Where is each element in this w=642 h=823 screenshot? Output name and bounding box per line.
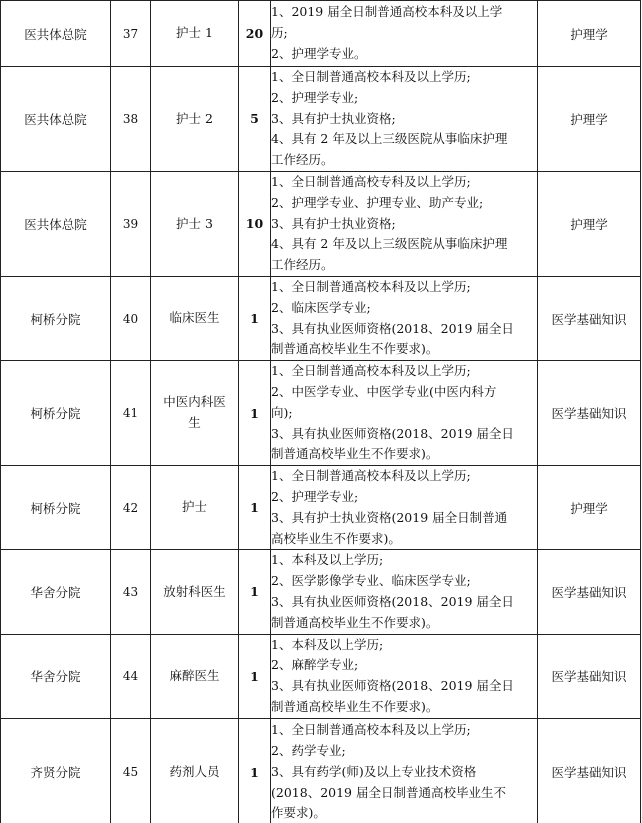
requirements-cell <box>271 634 538 718</box>
exam-subject-cell: 护理学 <box>538 1 641 67</box>
table-row <box>1 171 641 276</box>
requirement-line: 1、本科及以上学历; <box>271 636 384 652</box>
position-code-cell: 37 <box>111 1 151 67</box>
unit-cell: 医共体总院 <box>1 171 111 276</box>
position-name-cell <box>151 171 239 276</box>
unit-cell: 柯桥分院 <box>1 361 111 466</box>
requirement-line: 向); <box>271 404 293 420</box>
requirement-line: 3、具有执业医师资格(2018、2019 届全日 <box>271 425 514 441</box>
requirement-line: 3、具有执业医师资格(2018、2019 届全日 <box>271 593 514 609</box>
requirement-line: 工作经历。 <box>271 257 334 273</box>
exam-subject-cell: 护理学 <box>538 171 641 276</box>
headcount-cell: 1 <box>239 718 271 823</box>
requirement-line: 2、中医学专业、中医学专业(中医内科方 <box>271 383 497 399</box>
unit-cell: 医共体总院 <box>1 67 111 172</box>
position-name-cell <box>151 361 239 466</box>
position-code-cell: 40 <box>111 276 151 360</box>
position-name-line: 临床医生 <box>169 310 220 326</box>
requirement-line: 工作经历。 <box>271 152 334 168</box>
position-code-cell: 41 <box>111 361 151 466</box>
requirement-line: 1、全日制普通高校本科及以上学历; <box>271 363 471 379</box>
exam-subject-cell: 医学基础知识 <box>538 634 641 718</box>
requirement-line: 2、药学专业; <box>271 743 346 758</box>
exam-subject-cell: 护理学 <box>538 466 641 550</box>
headcount-cell: 10 <box>239 171 271 276</box>
requirement-line: 3、具有药学(师)及以上专业技术资格 <box>271 763 477 779</box>
requirement-line: 2、护理学专业; <box>271 89 359 105</box>
table-row <box>1 466 641 550</box>
position-name-line: 中医内科医 <box>163 394 226 410</box>
requirements-cell <box>271 718 538 823</box>
requirement-line: 1、全日制普通高校专科及以上学历; <box>271 173 471 189</box>
exam-subject-cell: 护理学 <box>538 67 641 172</box>
position-code-cell: 38 <box>111 67 151 172</box>
headcount-cell: 1 <box>239 634 271 718</box>
requirement-line: 制普通高校毕业生不作要求)。 <box>271 446 439 462</box>
requirements-cell <box>271 550 538 634</box>
headcount-cell: 5 <box>239 67 271 172</box>
table-row <box>1 718 641 823</box>
headcount-cell: 20 <box>239 1 271 67</box>
position-code-cell: 39 <box>111 171 151 276</box>
requirement-line: 3、具有护士执业资格; <box>271 215 396 231</box>
table-row <box>1 361 641 466</box>
requirement-line: 制普通高校毕业生不作要求)。 <box>271 614 439 630</box>
requirements-cell <box>271 276 538 360</box>
table-row <box>1 550 641 634</box>
requirement-line: (2018、2019 届全日制普通高校毕业生不 <box>271 784 506 800</box>
position-code-cell: 42 <box>111 466 151 550</box>
position-name-line: 生 <box>188 415 201 431</box>
requirement-line: 1、全日制普通高校本科及以上学历; <box>271 722 471 738</box>
requirement-line: 历; <box>271 25 288 41</box>
position-name-line: 护士 1 <box>176 25 213 41</box>
unit-cell: 华舍分院 <box>1 634 111 718</box>
exam-subject-cell: 医学基础知识 <box>538 718 641 823</box>
requirements-cell <box>271 1 538 67</box>
headcount-cell: 1 <box>239 276 271 360</box>
headcount-cell: 1 <box>239 466 271 550</box>
exam-subject-cell: 医学基础知识 <box>538 550 641 634</box>
table-row <box>1 276 641 360</box>
requirements-cell <box>271 361 538 466</box>
position-name-cell <box>151 550 239 634</box>
exam-subject-cell: 医学基础知识 <box>538 361 641 466</box>
requirement-line: 4、具有 2 年及以上三级医院从事临床护理 <box>271 236 508 252</box>
requirement-line: 高校毕业生不作要求)。 <box>271 530 401 546</box>
unit-cell: 医共体总院 <box>1 1 111 67</box>
unit-cell: 柯桥分院 <box>1 466 111 550</box>
requirement-line: 2、护理学专业、护理专业、助产专业; <box>271 194 484 210</box>
requirement-line: 1、本科及以上学历; <box>271 552 384 568</box>
position-name-cell <box>151 1 239 67</box>
requirement-line: 2、麻醉学专业; <box>271 657 359 673</box>
requirement-line: 作要求)。 <box>271 805 326 821</box>
position-name-line: 放射科医生 <box>163 583 226 599</box>
requirement-line: 1、全日制普通高校本科及以上学历; <box>271 278 471 294</box>
requirement-line: 2、护理学专业; <box>271 488 359 504</box>
position-code-cell: 44 <box>111 634 151 718</box>
headcount-cell: 1 <box>239 550 271 634</box>
headcount-cell: 1 <box>239 361 271 466</box>
unit-cell: 柯桥分院 <box>1 276 111 360</box>
requirement-line: 3、具有护士执业资格; <box>271 110 396 126</box>
position-code-cell: 43 <box>111 550 151 634</box>
requirement-line: 1、全日制普通高校本科及以上学历; <box>271 468 471 484</box>
position-name-cell <box>151 276 239 360</box>
position-name-line: 药剂人员 <box>169 763 220 779</box>
exam-subject-cell: 医学基础知识 <box>538 276 641 360</box>
requirement-line: 制普通高校毕业生不作要求)。 <box>271 341 439 357</box>
requirement-line: 3、具有护士执业资格(2019 届全日制普通 <box>271 509 508 525</box>
requirements-cell <box>271 171 538 276</box>
position-name-cell <box>151 466 239 550</box>
requirement-line: 2、临床医学专业; <box>271 299 371 315</box>
unit-cell: 齐贤分院 <box>1 718 111 823</box>
table-body <box>1 1 641 823</box>
requirement-line: 制普通高校毕业生不作要求)。 <box>271 698 439 714</box>
position-name-line: 麻醉医生 <box>169 667 220 683</box>
requirements-cell <box>271 466 538 550</box>
requirements-cell <box>271 67 538 172</box>
requirement-line: 1、2019 届全日制普通高校本科及以上学 <box>271 4 503 20</box>
requirement-line: 4、具有 2 年及以上三级医院从事临床护理 <box>271 131 508 147</box>
position-code-cell: 45 <box>111 718 151 823</box>
table-row <box>1 67 641 172</box>
unit-cell: 华舍分院 <box>1 550 111 634</box>
requirement-line: 3、具有执业医师资格(2018、2019 届全日 <box>271 678 514 694</box>
table-row <box>1 634 641 718</box>
table-row <box>1 1 641 67</box>
position-name-cell <box>151 67 239 172</box>
position-name-line: 护士 2 <box>176 110 213 126</box>
requirement-line: 2、医学影像学专业、临床医学专业; <box>271 573 471 589</box>
requirement-line: 2、护理学专业。 <box>271 45 367 61</box>
position-name-cell <box>151 718 239 823</box>
position-name-cell <box>151 634 239 718</box>
position-name-line: 护士 3 <box>176 215 213 231</box>
requirement-line: 3、具有执业医师资格(2018、2019 届全日 <box>271 320 514 336</box>
position-name-line: 护士 <box>181 499 207 515</box>
requirement-line: 1、全日制普通高校本科及以上学历; <box>271 69 471 84</box>
